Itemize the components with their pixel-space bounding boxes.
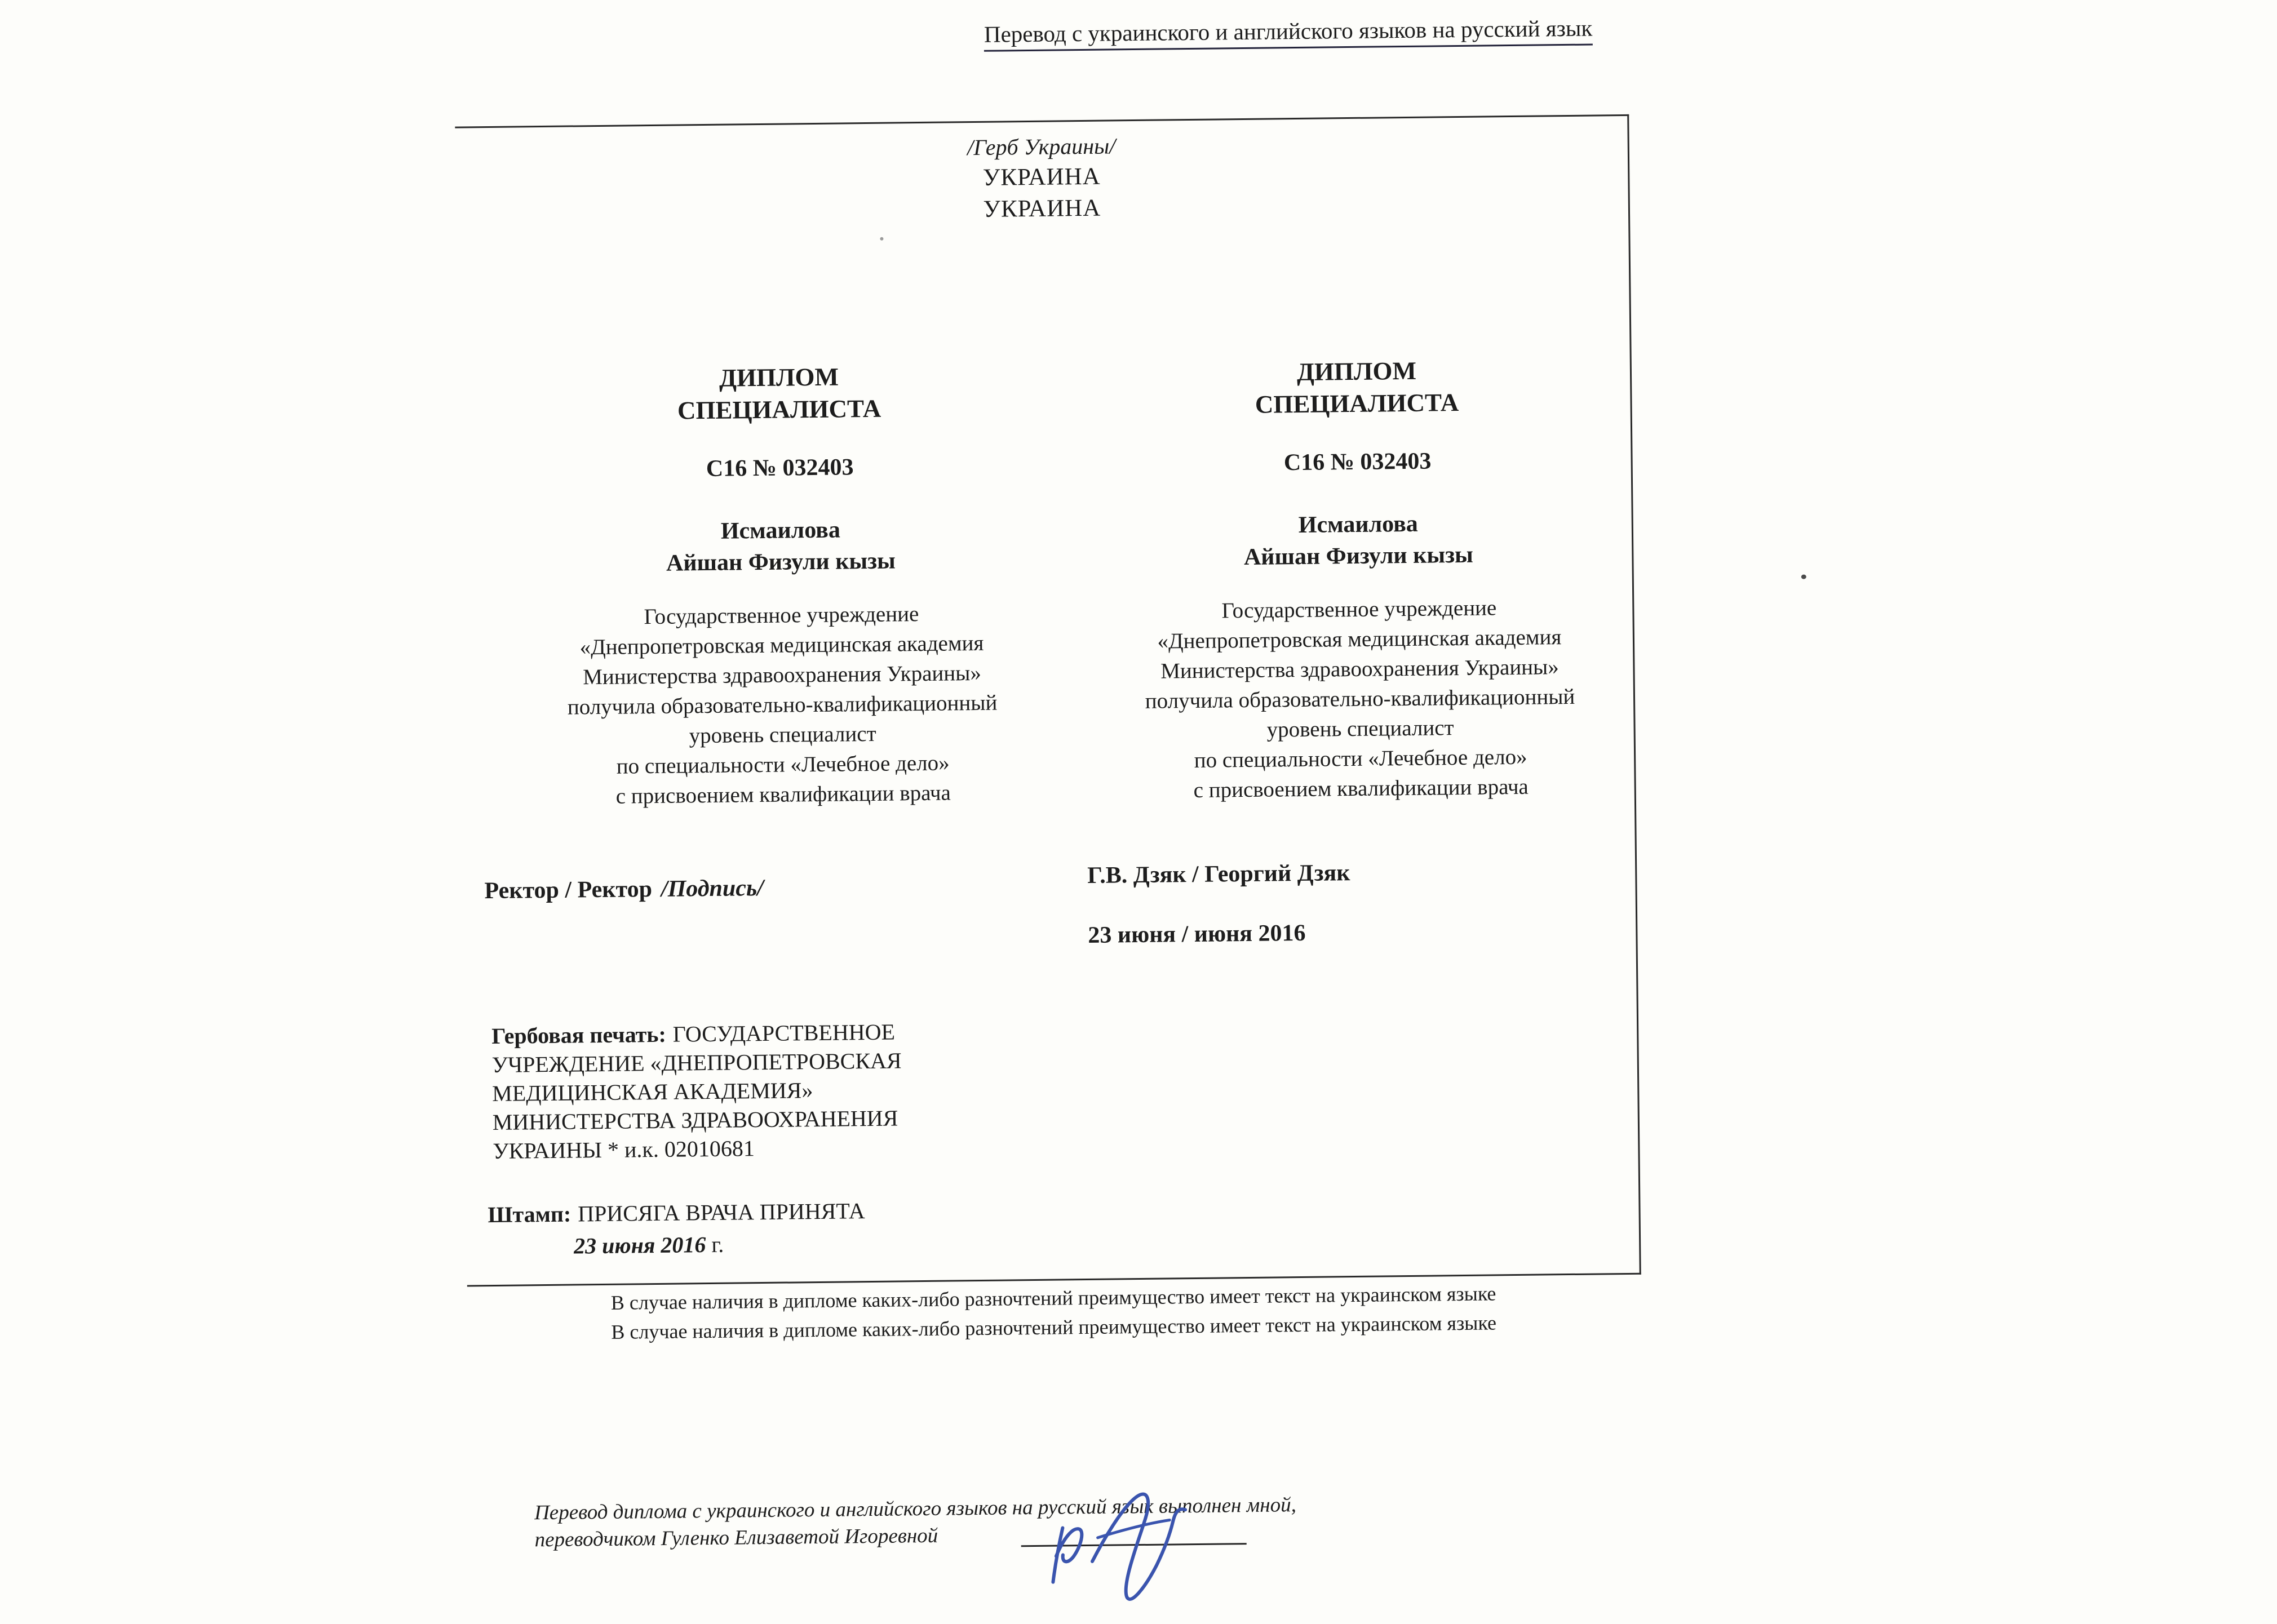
seal-label: Гербовая печать: xyxy=(491,1021,667,1049)
translator-line2: переводчиком Гуленко Елизаветой Игоревной xyxy=(534,1524,938,1552)
diploma-title xyxy=(1086,353,1628,423)
stamp-date-suffix: г. xyxy=(711,1231,724,1257)
body-line: получила образовательно-квалификационный xyxy=(567,690,998,720)
seal-transcription xyxy=(491,1016,1046,1165)
seal-line: МИНИСТЕРСТВА ЗДРАВООХРАНЕНИЯ xyxy=(492,1105,898,1135)
stamp-text: ПРИСЯГА ВРАЧА ПРИНЯТА xyxy=(577,1198,865,1227)
seal-line: МЕДИЦИНСКАЯ АКАДЕМИЯ» xyxy=(492,1077,813,1107)
signature-stroke-3 xyxy=(1097,1520,1169,1537)
issue-date: 23 июня / июня 2016 xyxy=(1088,920,1306,948)
handwritten-signature xyxy=(1043,1487,1202,1607)
holder-name xyxy=(510,512,1052,581)
diploma-number: С16 № 032403 xyxy=(706,454,854,482)
seal-line: УЧРЕЖДЕНИЕ «ДНЕПРОПЕТРОВСКАЯ xyxy=(491,1048,902,1078)
body-line: по специальности «Лечебное дело» xyxy=(1194,744,1527,773)
translator-line1: Перевод диплома с украинского и английского языков на русский язык выполнен мной, xyxy=(534,1493,1297,1525)
diploma-title-line2: СПЕЦИАЛИСТА xyxy=(1255,388,1459,419)
holder-name-line2: Айшан Физули кызы xyxy=(666,548,896,576)
stamp-transcription xyxy=(488,1193,1040,1263)
body-line: Государственное учреждение xyxy=(644,602,919,629)
diploma-title-line1: ДИПЛОМ xyxy=(1296,356,1417,387)
disclaimer-line: В случае наличия в дипломе каких-либо разночтений преимущество имеет текст на украинском языке xyxy=(611,1311,1497,1343)
body-line: Государственное учреждение xyxy=(1221,596,1497,623)
diploma-column-left xyxy=(508,359,1054,813)
diploma-number: С16 № 032403 xyxy=(1283,448,1432,476)
holder-name-line1: Исмаилова xyxy=(1298,511,1419,538)
body-line: «Днепропетровская медицинская академия xyxy=(1157,625,1562,654)
diploma-title-line1: ДИПЛОМ xyxy=(719,362,839,392)
body-line: уровень специалист xyxy=(1266,716,1454,742)
rector-name: Г.В. Дзяк / Георгий Дзяк xyxy=(1087,860,1350,889)
holder-name-line1: Исмаилова xyxy=(720,517,841,544)
country-name-line1: УКРАИНА xyxy=(982,163,1101,191)
body-line: уровень специалист xyxy=(689,721,876,748)
language-priority-disclaimer xyxy=(529,1278,1578,1347)
diploma-body xyxy=(511,598,1054,813)
rector-label: Ректор / Ректор xyxy=(484,876,653,904)
body-line: по специальности «Лечебное дело» xyxy=(616,751,950,779)
body-line: Министерства здравоохранения Украины» xyxy=(1160,655,1559,684)
holder-name xyxy=(1088,506,1629,575)
emblem-block xyxy=(455,126,1629,231)
diploma-title xyxy=(508,359,1050,429)
seal-line: УКРАИНЫ * и.к. 02010681 xyxy=(493,1135,755,1164)
body-line: с присвоением квалификации врача xyxy=(1193,774,1529,802)
emblem-note: /Герб Украины/ xyxy=(967,133,1116,161)
country-name-line2: УКРАИНА xyxy=(983,194,1101,223)
signature-stroke-2 xyxy=(1092,1494,1186,1600)
disclaimer-line: В случае наличия в дипломе каких-либо разночтений преимущество имеет текст на украинском языке xyxy=(610,1282,1496,1314)
translator-certification xyxy=(534,1489,1493,1554)
diploma-column-right xyxy=(1086,353,1632,806)
scan-speck xyxy=(1801,575,1806,579)
body-line: с присвоением квалификации врача xyxy=(615,780,951,809)
stamp-line xyxy=(488,1193,1040,1231)
signature-placeholder-note: /Подпись/ xyxy=(661,875,764,902)
body-line: Министерства здравоохранения Украины» xyxy=(583,660,982,690)
rector-signature-line xyxy=(484,875,764,904)
stamp-label: Штамп: xyxy=(488,1201,572,1228)
diploma-title-line2: СПЕЦИАЛИСТА xyxy=(677,394,881,425)
translation-header-text: Перевод с украинского и английского языков на русский язык xyxy=(984,15,1593,51)
seal-text: ГОСУДАРСТВЕННОЕ xyxy=(672,1019,896,1047)
scan-speck xyxy=(880,237,883,241)
document-frame xyxy=(455,114,1641,1287)
stamp-date-line xyxy=(488,1225,1041,1263)
body-line: «Днепропетровская медицинская академия xyxy=(579,631,984,660)
holder-name-line2: Айшан Физули кызы xyxy=(1243,542,1474,571)
stamp-date: 23 июня 2016 xyxy=(573,1232,706,1259)
translation-header xyxy=(922,12,1654,50)
signature-stroke-1 xyxy=(1052,1528,1082,1582)
diploma-body xyxy=(1088,592,1632,806)
body-line: получила образовательно-квалификационный xyxy=(1145,684,1575,713)
